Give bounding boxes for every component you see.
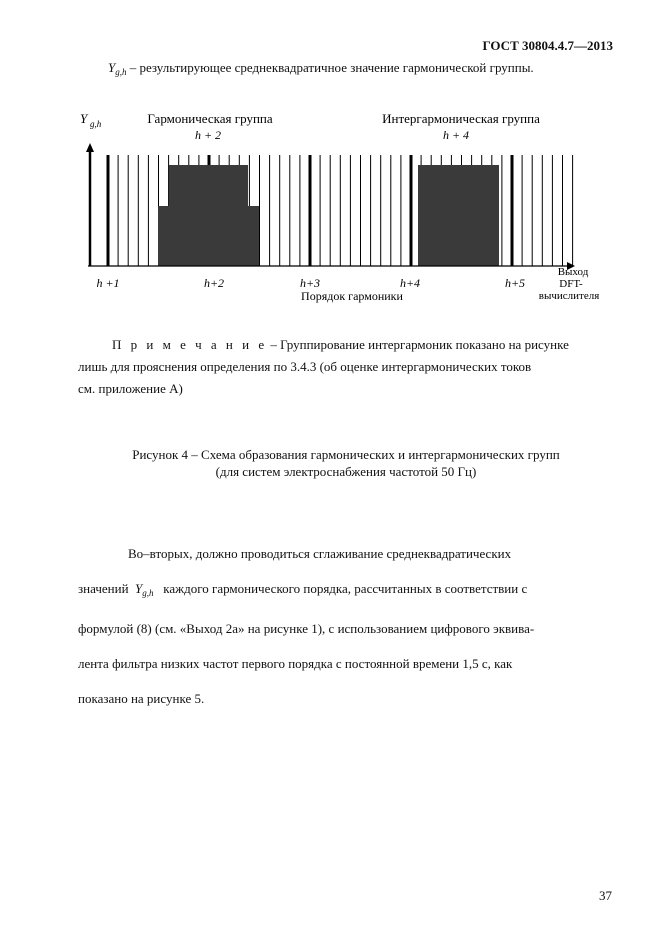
- bar-harmonic-group: [169, 165, 248, 266]
- tick-label-h1: h +1: [96, 276, 120, 290]
- harmonic-group-order: h + 2: [194, 128, 222, 142]
- para-line-2-post: каждого гармонического порядка, рассчитанных в соответствии с: [163, 581, 528, 596]
- para-line-4: лента фильтра низких частот первого порядка с постоянной времени 1,5 с, как: [78, 656, 513, 671]
- symbol-definition: [108, 60, 534, 77]
- note-label: П р и м е ч а н и е: [112, 337, 268, 352]
- tick-label-h3: h+3: [299, 276, 321, 290]
- tick-label-h2: h+2: [203, 276, 225, 290]
- figure-caption: [60, 446, 632, 480]
- body-paragraph: [78, 536, 614, 716]
- output-label-line1: Выход: [557, 266, 589, 278]
- para-symbol-sub: g,h: [142, 588, 154, 598]
- note-line-1: [78, 334, 598, 356]
- para-symbol-y: Y: [135, 581, 143, 596]
- output-label-line2: DFT-: [559, 278, 583, 290]
- para-line-1: Во–вторых, должно проводиться сглаживание среднеквадратических: [128, 546, 512, 561]
- output-label-line3: вычислителя: [538, 290, 600, 302]
- interharmonic-group-order: h + 4: [442, 128, 470, 142]
- harmonic-group-diagram: [0, 100, 661, 310]
- y-axis-arrow: [86, 143, 94, 152]
- caption-line-2: (для систем электроснабжения частотой 50 Гц): [215, 464, 477, 479]
- y-axis-label-sub: g,h: [90, 119, 102, 129]
- page-number: 37: [599, 888, 612, 903]
- interharmonic-group-label: Интергармоническая группа: [382, 111, 540, 126]
- para-line-3: формулой (8) (см. «Выход 2а» на рисунке 1), с использованием цифрового эквива-: [78, 621, 535, 636]
- symbol-subscript: g,h: [115, 67, 127, 77]
- symbol-y: Y: [108, 60, 116, 75]
- x-axis-label: Порядок гармоники: [301, 289, 403, 303]
- note-text-1: – Группирование интергармоник показано на рисунке: [267, 337, 569, 352]
- para-line-2: [78, 571, 614, 611]
- note-line-2: лишь для прояснения определения по 3.4.3 (об оценке интергармонических токов: [78, 359, 532, 374]
- para-line-5: показано на рисунке 5.: [78, 691, 205, 706]
- y-axis-label: Y: [80, 111, 88, 126]
- bar-h2-right-half: [248, 206, 259, 266]
- definition-text: – результирующее среднеквадратичное значение гармонической группы.: [129, 60, 534, 75]
- caption-line-1: Рисунок 4 – Схема образования гармонических и интергармонических групп: [132, 447, 560, 462]
- harmonic-group-label: Гармоническая группа: [147, 111, 273, 126]
- tick-label-h5: h+5: [504, 276, 526, 290]
- document-header: ГОСТ 30804.4.7—2013: [482, 38, 613, 53]
- tick-label-h4: h+4: [399, 276, 421, 290]
- note-line-3: см. приложение А): [78, 381, 183, 396]
- bar-interharmonic-group: [418, 165, 499, 266]
- bar-h2-left-half: [158, 206, 169, 266]
- para-line-2-pre: значений: [78, 581, 129, 596]
- figure-note: [78, 334, 598, 400]
